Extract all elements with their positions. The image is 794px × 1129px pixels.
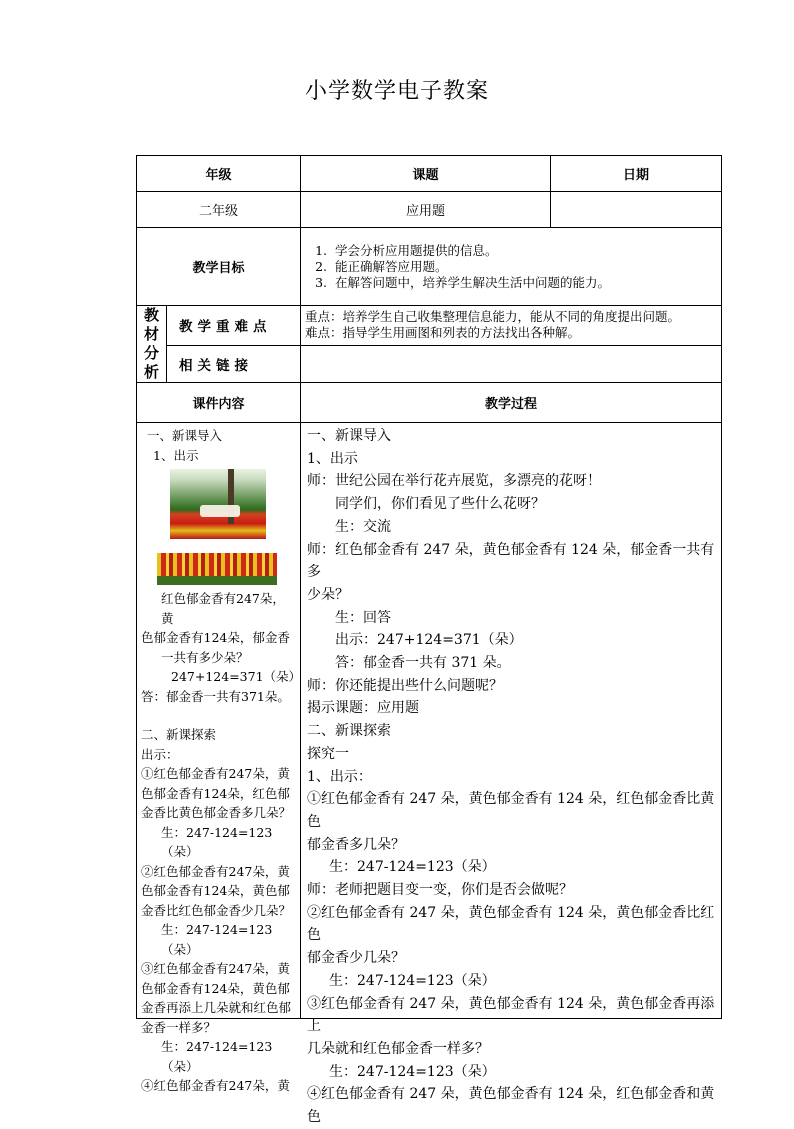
objectives-row bbox=[137, 228, 722, 306]
content-line: ④红色郁金香有247朵，黄 bbox=[141, 1078, 290, 1093]
question-line: 色郁金香有124朵，郁金香 bbox=[141, 630, 290, 645]
analysis-char: 教 bbox=[143, 306, 159, 324]
process-line: 生：247-124=123（朵） bbox=[329, 972, 496, 989]
process-line: 生：247-124=123（朵） bbox=[329, 1063, 496, 1080]
process-line: 二、新课探索 bbox=[307, 723, 392, 740]
process-line: 出示：247+124=371（朵） bbox=[335, 632, 523, 649]
content-line: 生：247-124=123（朵） bbox=[161, 1039, 273, 1074]
intro-heading: 一、新课导入 bbox=[147, 428, 223, 443]
grade-header: 年级 bbox=[137, 156, 301, 192]
process-line: 生：回答 bbox=[335, 609, 392, 626]
analysis-char: 分 bbox=[143, 344, 159, 362]
process-line: ④红色郁金香有 247 朵，黄色郁金香有 124 朵，红色郁金香和黄色 bbox=[307, 1086, 715, 1126]
links-label: 相关链接 bbox=[167, 345, 301, 382]
process-line: 生：交流 bbox=[335, 518, 392, 535]
process-line: 同学们，你们看见了些什么花呀？ bbox=[335, 496, 546, 513]
show-label: 出示： bbox=[141, 746, 179, 762]
values-row bbox=[137, 192, 722, 228]
courseware-content-cell bbox=[137, 423, 302, 1093]
process-line: 几朵就和红色郁金香一样多？ bbox=[307, 1040, 490, 1057]
process-line: 1、出示： bbox=[307, 768, 372, 785]
analysis-char: 材 bbox=[143, 325, 159, 343]
process-header: 教学过程 bbox=[301, 383, 722, 423]
process-line: 师：红色郁金香有 247 朵，黄色郁金香有 124 朵，郁金香一共有多 bbox=[307, 541, 715, 581]
process-line: 一、新课导入 bbox=[307, 428, 392, 444]
process-line: 少朵？ bbox=[307, 586, 350, 603]
content-line: 金香一样多？ bbox=[141, 1019, 217, 1035]
process-line: 揭示课题：应用题 bbox=[307, 700, 420, 717]
key-points-label: 教学重难点 bbox=[167, 306, 301, 346]
question-line: 一共有多少朵？ bbox=[161, 649, 249, 665]
process-line: 师：世纪公园在举行花卉展览，多漂亮的花呀！ bbox=[307, 473, 602, 490]
links-row bbox=[137, 345, 722, 382]
header-row bbox=[137, 156, 722, 192]
process-line: ①红色郁金香有 247 朵，黄色郁金香有 124 朵，红色郁金香比黄色 bbox=[307, 791, 715, 830]
tulip-field-photo bbox=[170, 469, 266, 539]
process-line: 1、出示 bbox=[307, 450, 358, 467]
key-points-cell bbox=[301, 306, 722, 346]
process-line: 郁金香多几朵？ bbox=[307, 836, 406, 853]
content-line: 金香再添上几朵就和红色郁 bbox=[141, 1000, 292, 1015]
process-line: ③红色郁金香有 247 朵，黄色郁金香有 124 朵，黄色郁金香再添上 bbox=[307, 995, 715, 1035]
objective-item: 1. 学会分析应用题提供的信息。 bbox=[331, 243, 715, 259]
key-points-row bbox=[137, 306, 722, 346]
teaching-process-cell bbox=[301, 423, 722, 1126]
difficulty-text: 难点：指导学生用画图和列表的方法找出各种解。 bbox=[305, 325, 581, 341]
objectives-label: 教学目标 bbox=[137, 228, 301, 306]
objectives-list-cell bbox=[301, 228, 722, 306]
process-line: ②红色郁金香有 247 朵，黄色郁金香有 124 朵，黄色郁金香比红色 bbox=[307, 904, 715, 944]
date-value bbox=[551, 192, 722, 228]
objective-item: 2. 能正确解答应用题。 bbox=[331, 259, 715, 275]
show-label: 1、出示 bbox=[153, 447, 199, 463]
content-line: 色郁金香有124朵，黄色郁 bbox=[141, 980, 290, 996]
content-row bbox=[137, 423, 722, 1019]
process-line: 答：郁金香一共有 371 朵。 bbox=[335, 655, 511, 672]
key-point-text: 重点：培养学生自己收集整理信息能力，能从不同的角度提出问题。 bbox=[305, 309, 681, 325]
process-line: 郁金香少几朵？ bbox=[307, 950, 406, 967]
equation-line: 247+124=371（朵） bbox=[171, 669, 302, 684]
content-header: 课件内容 bbox=[137, 383, 301, 423]
process-line: 师：老师把题目变一变，你们是否会做呢？ bbox=[307, 882, 574, 899]
content-line: 色郁金香有124朵，红色郁 bbox=[141, 785, 290, 801]
process-line: 探究一 bbox=[307, 745, 350, 762]
content-line: 色郁金香有124朵，黄色郁 bbox=[141, 883, 290, 898]
date-header: 日期 bbox=[551, 156, 722, 192]
content-line: 生：247-124=123（朵） bbox=[161, 922, 273, 957]
analysis-char: 析 bbox=[143, 363, 159, 381]
question-line: 红色郁金香有247朵，黄 bbox=[161, 591, 285, 626]
content-line: ③红色郁金香有247朵，黄 bbox=[141, 961, 290, 976]
section-header-row bbox=[137, 383, 722, 423]
lesson-plan-table bbox=[136, 155, 722, 1126]
answer-line: 答：郁金香一共有371朵。 bbox=[141, 688, 290, 704]
content-line: 金香比黄色郁金香多几朵？ bbox=[141, 805, 292, 820]
content-line: ②红色郁金香有247朵，黄 bbox=[141, 863, 290, 879]
process-line: 生：247-124=123（朵） bbox=[329, 859, 496, 876]
objectives-list bbox=[307, 243, 715, 291]
content-line: 生：247-124=123（朵） bbox=[161, 824, 273, 859]
page-title: 小学数学电子教案 bbox=[304, 79, 489, 104]
content-line: 金香比红色郁金香少几朵？ bbox=[141, 902, 292, 918]
topic-header: 课题 bbox=[301, 156, 551, 192]
links-value bbox=[301, 345, 722, 382]
process-line: 师：你还能提出些什么问题呢？ bbox=[307, 677, 504, 694]
content-line: ①红色郁金香有247朵，黄 bbox=[141, 766, 290, 781]
objective-item: 3. 在解答问题中，培养学生解决生活中问题的能力。 bbox=[331, 275, 715, 291]
explore-heading: 二、新课探索 bbox=[141, 727, 217, 742]
grade-value: 二年级 bbox=[137, 192, 301, 228]
tulip-row-photo bbox=[157, 553, 277, 585]
material-analysis-label bbox=[137, 306, 167, 383]
topic-value: 应用题 bbox=[301, 192, 551, 228]
